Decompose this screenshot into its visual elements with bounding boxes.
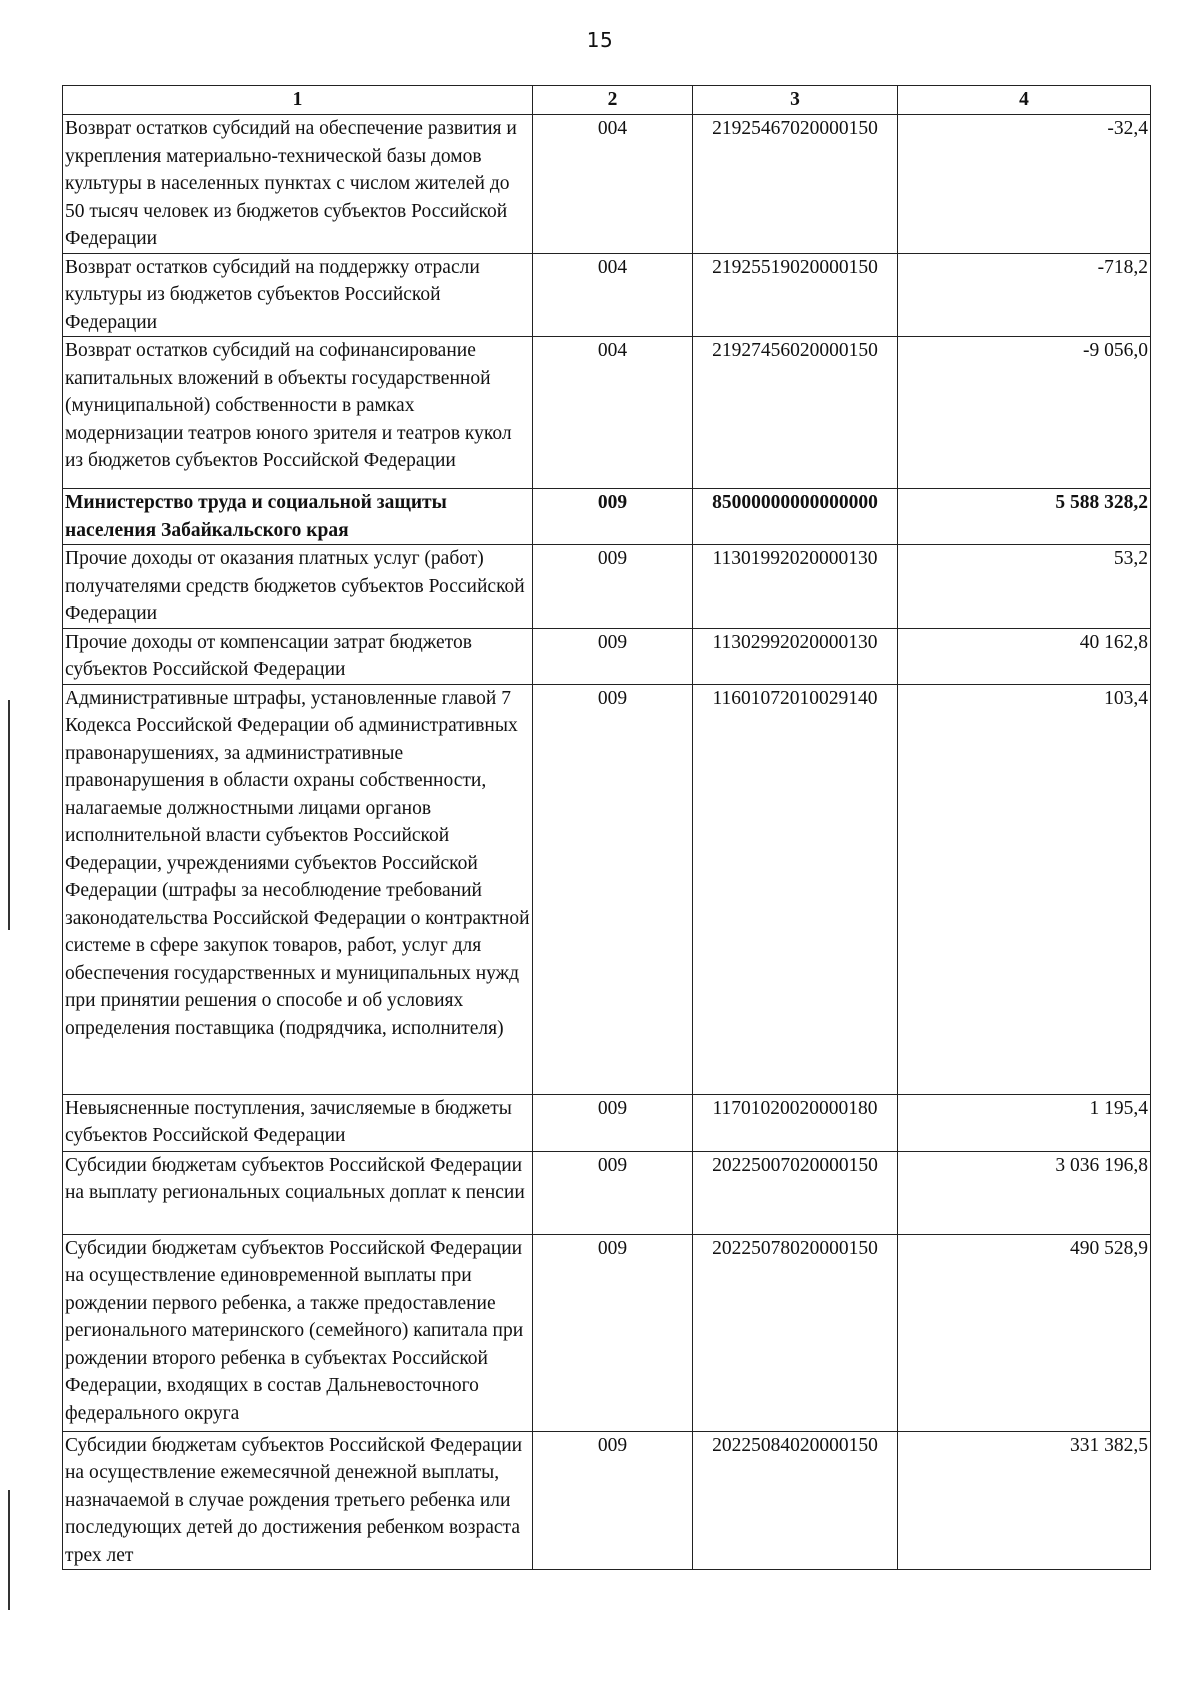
- scan-margin-mark: [8, 700, 10, 930]
- header-row: [63, 86, 1151, 115]
- revenue-table: [62, 85, 1151, 1570]
- row-description: Прочие доходы от компенсации затрат бюджетов субъектов Российской Федерации: [63, 628, 533, 684]
- row-amount: -9 056,0: [898, 337, 1151, 489]
- table-row: [63, 1431, 1151, 1570]
- row-admin-code: 009: [533, 489, 693, 545]
- row-admin-code: 009: [533, 684, 693, 1094]
- row-budget-code: 11301992020000130: [693, 545, 898, 629]
- row-description: Субсидии бюджетам субъектов Российской Федерации на осуществление ежемесячной денежной выплаты, назначаемой в случае рождения третьего ребенка или последующих детей до достижения ребенком возраста трех лет: [63, 1431, 533, 1570]
- row-amount: 103,4: [898, 684, 1151, 1094]
- table-row-ministry: [63, 489, 1151, 545]
- row-admin-code: 009: [533, 1431, 693, 1570]
- row-amount: 40 162,8: [898, 628, 1151, 684]
- row-amount: 331 382,5: [898, 1431, 1151, 1570]
- row-admin-code: 009: [533, 1094, 693, 1151]
- row-amount: 5 588 328,2: [898, 489, 1151, 545]
- row-description: Субсидии бюджетам субъектов Российской Федерации на выплату региональных социальных доплат к пенсии: [63, 1151, 533, 1234]
- row-budget-code: 20225007020000150: [693, 1151, 898, 1234]
- header-col-3: 3: [693, 86, 898, 115]
- table-row: [63, 253, 1151, 337]
- table-row: [63, 1151, 1151, 1234]
- row-admin-code: 009: [533, 1234, 693, 1431]
- row-description: Прочие доходы от оказания платных услуг (работ) получателями средств бюджетов субъектов Российской Федерации: [63, 545, 533, 629]
- row-budget-code: 11601072010029140: [693, 684, 898, 1094]
- table-row: [63, 545, 1151, 629]
- row-description: Невыясненные поступления, зачисляемые в бюджеты субъектов Российской Федерации: [63, 1094, 533, 1151]
- row-amount: 1 195,4: [898, 1094, 1151, 1151]
- row-admin-code: 004: [533, 253, 693, 337]
- row-description: Министерство труда и социальной защиты населения Забайкальского края: [63, 489, 533, 545]
- header-col-4: 4: [898, 86, 1151, 115]
- row-amount: 490 528,9: [898, 1234, 1151, 1431]
- page-number: 15: [586, 28, 614, 52]
- row-budget-code: 21925467020000150: [693, 115, 898, 254]
- row-admin-code: 009: [533, 628, 693, 684]
- row-description: Субсидии бюджетам субъектов Российской Федерации на осуществление единовременной выплаты при рождении первого ребенка, а также предоставление регионального материнского (семейного) капитала при рождении второго ребенка в субъектах Российской Федерации, входящих в состав Дальневосточного федерального округа: [63, 1234, 533, 1431]
- row-description: Возврат остатков субсидий на поддержку отрасли культуры из бюджетов субъектов Российской Федерации: [63, 253, 533, 337]
- table-row: [63, 628, 1151, 684]
- table-row: [63, 115, 1151, 254]
- table-row: [63, 684, 1151, 1094]
- table-row: [63, 1094, 1151, 1151]
- row-description: Административные штрафы, установленные главой 7 Кодекса Российской Федерации об административных правонарушениях, за административные правонарушения в области охраны собственности, налагаемые должностными лицами органов исполнительной власти субъектов Российской Федерации, учреждениями субъектов Российской Федерации (штрафы за несоблюдение требований законодательства Российской Федерации о контрактной системе в сфере закупок товаров, работ, услуг для обеспечения государственных и муниципальных нужд при принятии решения о способе и об условиях определения поставщика (подрядчика, исполнителя): [63, 684, 533, 1094]
- row-budget-code: 21927456020000150: [693, 337, 898, 489]
- row-budget-code: 20225078020000150: [693, 1234, 898, 1431]
- row-amount: 53,2: [898, 545, 1151, 629]
- row-admin-code: 004: [533, 337, 693, 489]
- row-budget-code: 20225084020000150: [693, 1431, 898, 1570]
- row-budget-code: 11701020020000180: [693, 1094, 898, 1151]
- row-amount: 3 036 196,8: [898, 1151, 1151, 1234]
- header-col-1: 1: [63, 86, 533, 115]
- row-admin-code: 009: [533, 545, 693, 629]
- row-budget-code: 85000000000000000: [693, 489, 898, 545]
- row-admin-code: 009: [533, 1151, 693, 1234]
- row-description: Возврат остатков субсидий на софинансирование капитальных вложений в объекты государственной (муниципальной) собственности в рамках модернизации театров юного зрителя и театров кукол из бюджетов субъектов Российской Федерации: [63, 337, 533, 489]
- table-row: [63, 1234, 1151, 1431]
- row-description: Возврат остатков субсидий на обеспечение развития и укрепления материально-технической базы домов культуры в населенных пунктах с числом жителей до 50 тысяч человек из бюджетов субъектов Российской Федерации: [63, 115, 533, 254]
- scan-margin-mark: [8, 1490, 10, 1610]
- row-amount: -718,2: [898, 253, 1151, 337]
- header-col-2: 2: [533, 86, 693, 115]
- row-amount: -32,4: [898, 115, 1151, 254]
- table-row: [63, 337, 1151, 489]
- row-admin-code: 004: [533, 115, 693, 254]
- row-budget-code: 21925519020000150: [693, 253, 898, 337]
- row-budget-code: 11302992020000130: [693, 628, 898, 684]
